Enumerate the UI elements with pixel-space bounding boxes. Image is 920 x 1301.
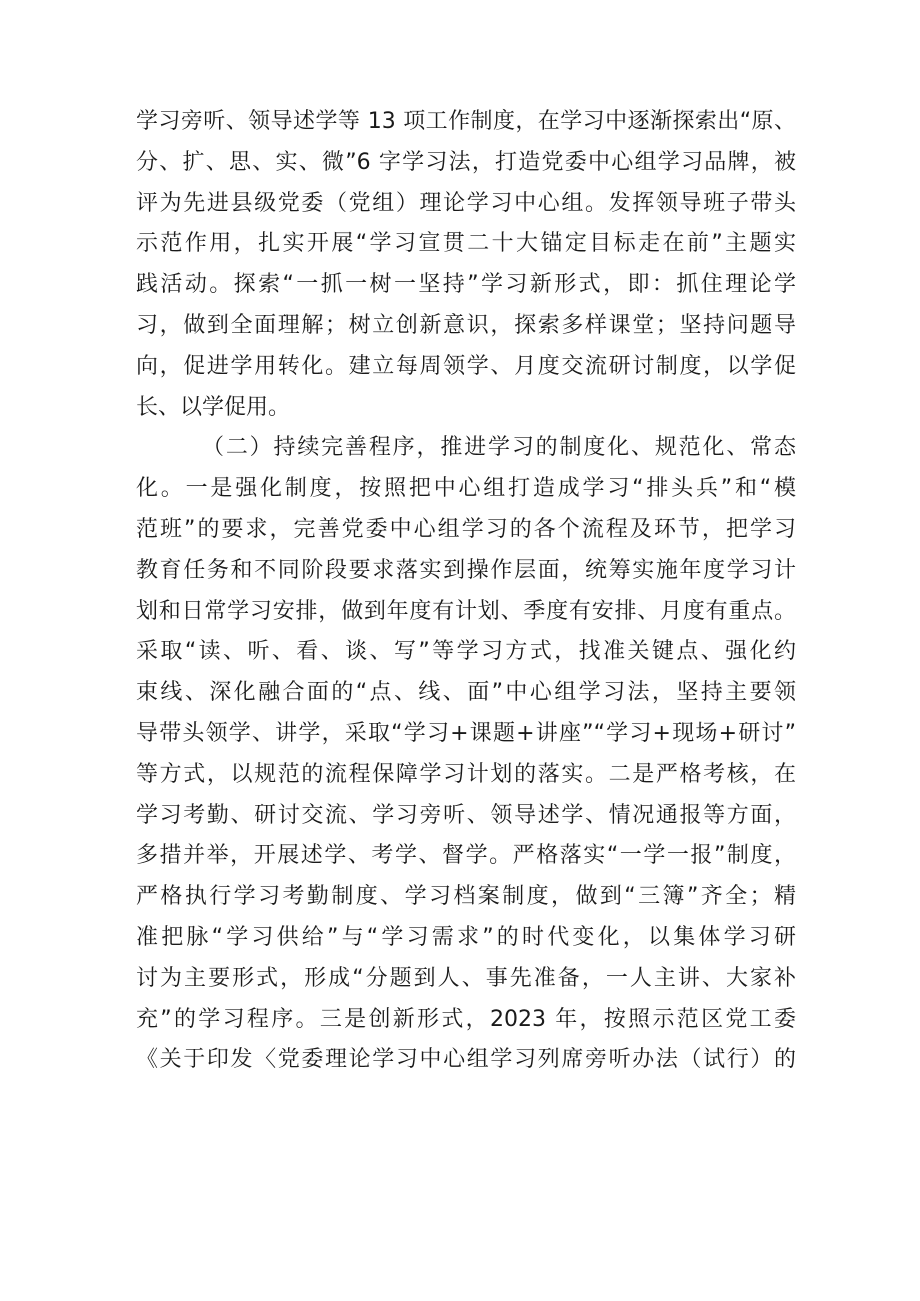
text-line: 习，做到全面理解；树立创新意识，探索多样课堂；坚持问题导 bbox=[136, 312, 796, 338]
text-line: 《关于印发〈党委理论学习中心组学习列席旁听办法（试行）的 bbox=[136, 1047, 796, 1073]
text-line: 多措并举，开展述学、考学、督学。严格落实“一学一报”制度， bbox=[136, 843, 796, 869]
text-line: 严格执行学习考勤制度、学习档案制度，做到“三簿”齐全；精 bbox=[136, 884, 796, 910]
text-line: 化。一是强化制度，按照把中心组打造成学习“排头兵”和“模 bbox=[136, 476, 796, 502]
text-line: 践活动。探索“一抓一树一坚持”学习新形式，即：抓住理论学 bbox=[136, 272, 796, 298]
text-line: 束线、深化融合面的“点、线、面”中心组学习法，坚持主要领 bbox=[136, 680, 796, 706]
text-line: 充”的学习程序。三是创新形式，2023 年，按照示范区党工委 bbox=[136, 1006, 796, 1032]
body-text bbox=[136, 102, 796, 1081]
text-line: 学习考勤、研讨交流、学习旁听、领导述学、情况通报等方面， bbox=[136, 802, 796, 828]
text-line: 教育任务和不同阶段要求落实到操作层面，统筹实施年度学习计 bbox=[136, 557, 796, 583]
text-line: 评为先进县级党委（党组）理论学习中心组。发挥领导班子带头 bbox=[136, 190, 796, 216]
section-heading-line: （二）持续完善程序，推进学习的制度化、规范化、常态 bbox=[202, 435, 796, 461]
text-line: 导带头领学、讲学，采取“学习+课题+讲座”“学习+现场+研讨” bbox=[136, 720, 796, 746]
text-line: 准把脉“学习供给”与“学习需求”的时代变化，以集体学习研 bbox=[136, 924, 796, 950]
text-line: 采取“读、听、看、谈、写”等学习方式，找准关键点、强化约 bbox=[136, 639, 796, 665]
text-line: 范班”的要求，完善党委中心组学习的各个流程及环节，把学习 bbox=[136, 516, 796, 542]
text-line: 讨为主要形式，形成“分题到人、事先准备，一人主讲、大家补 bbox=[136, 965, 796, 991]
text-line: 长、以学促用。 bbox=[136, 394, 291, 420]
text-line: 示范作用，扎实开展“学习宣贯二十大锚定目标走在前”主题实 bbox=[136, 231, 796, 257]
text-line: 分、扩、思、实、微”6 字学习法，打造党委中心组学习品牌，被 bbox=[136, 149, 796, 175]
text-line: 学习旁听、领导述学等 13 项工作制度，在学习中逐渐探索出“原、 bbox=[136, 109, 796, 134]
text-line: 等方式，以规范的流程保障学习计划的落实。二是严格考核，在 bbox=[136, 761, 796, 787]
text-line: 划和日常学习安排，做到年度有计划、季度有安排、月度有重点。 bbox=[136, 598, 796, 624]
text-line: 向，促进学用转化。建立每周领学、月度交流研讨制度，以学促 bbox=[136, 353, 796, 379]
